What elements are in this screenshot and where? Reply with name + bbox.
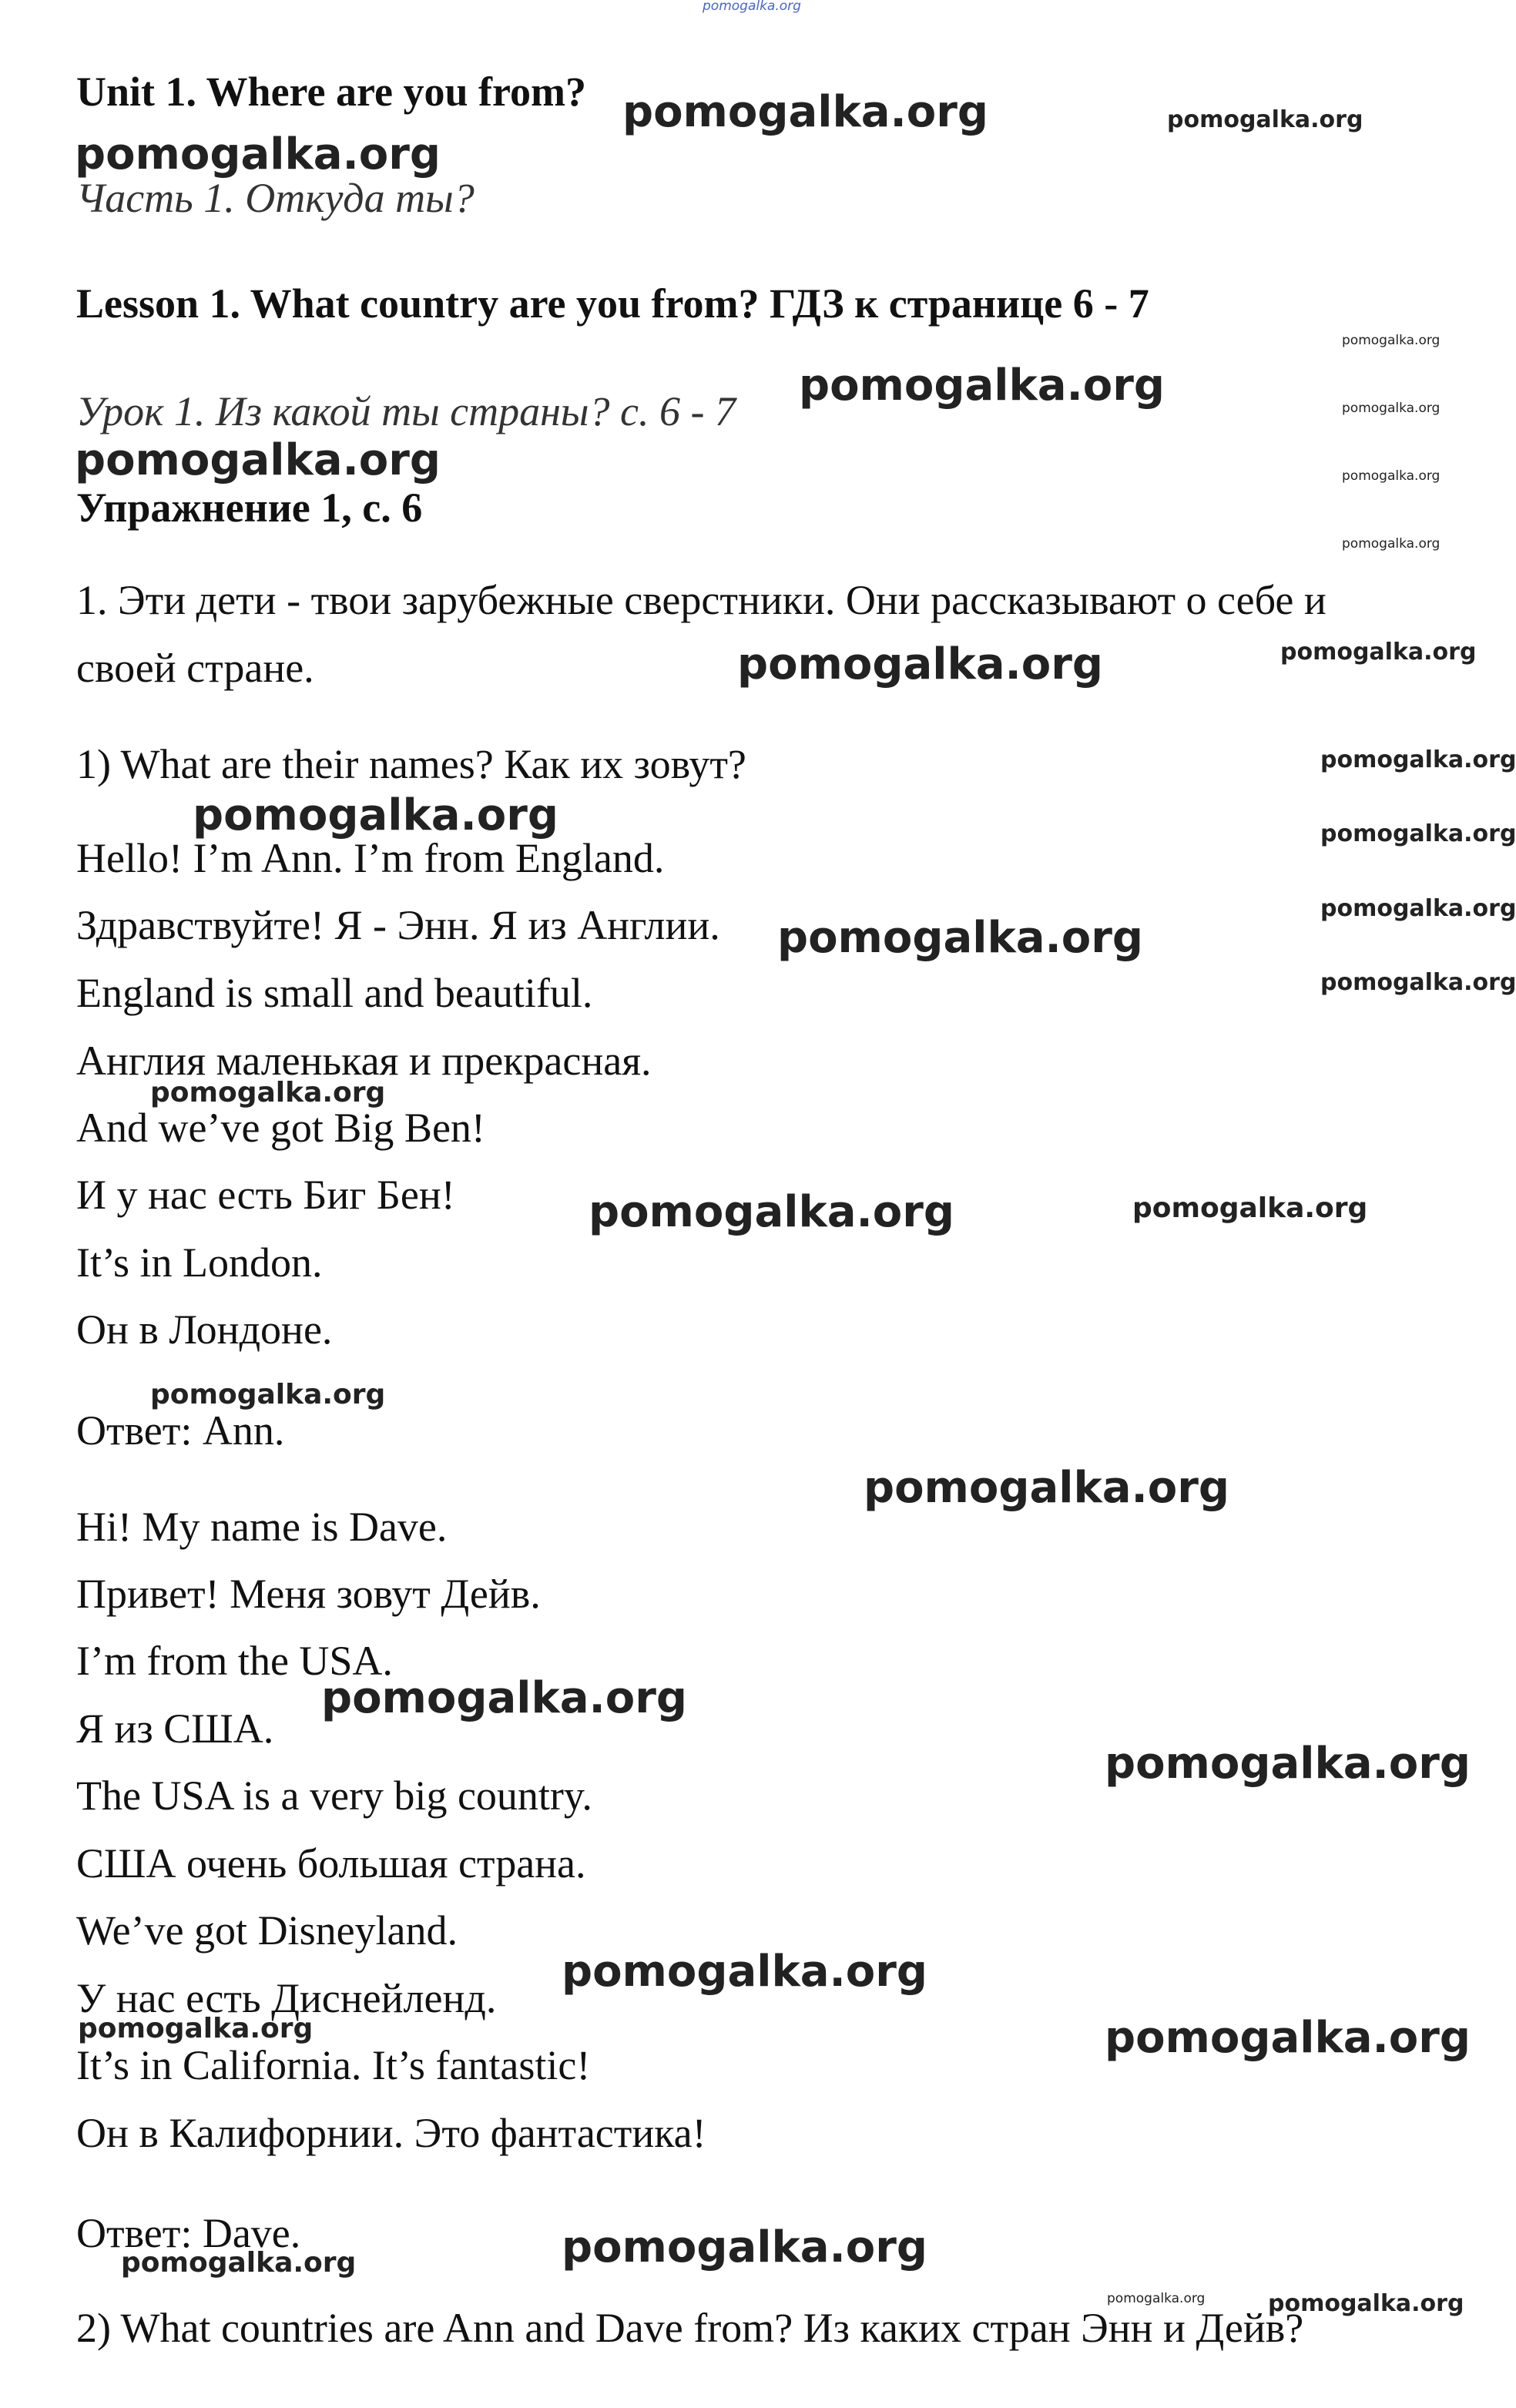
watermark: pomogalka.org [78, 2013, 314, 2044]
answer-ann: Ответ: Ann. [76, 1407, 285, 1454]
watermark: pomogalka.org [562, 2222, 927, 2272]
lesson-subtitle: Урок 1. Из какой ты страны? с. 6 - 7 [76, 388, 736, 434]
watermark: pomogalka.org [1268, 2290, 1464, 2317]
part-title: Часть 1. Откуда ты? [76, 175, 475, 221]
watermark: pomogalka.org [737, 639, 1103, 689]
watermark: pomogalka.org [864, 1463, 1229, 1513]
watermark: pomogalka.org [622, 87, 988, 137]
dave-line: Hi! My name is Dave. [76, 1504, 448, 1550]
intro-line-1: 1. Эти дети - твои зарубежные сверстники. Они рассказывают о себе и [76, 577, 1326, 623]
ann-line: Англия маленькая и прекрасная. [76, 1038, 652, 1084]
watermark: pomogalka.org [1320, 746, 1516, 773]
dave-line: США очень большая страна. [76, 1840, 586, 1886]
watermark: pomogalka.org [1107, 2291, 1206, 2306]
dave-line: It’s in California. It’s fantastic! [76, 2042, 591, 2088]
watermark: pomogalka.org [777, 913, 1143, 963]
watermark: pomogalka.org [75, 435, 441, 485]
question-1: 1) What are their names? Как их зовут? [76, 741, 746, 787]
watermark: pomogalka.org [150, 1379, 386, 1410]
watermark: pomogalka.org [75, 129, 441, 179]
watermark: pomogalka.org [1342, 536, 1441, 552]
watermark: pomogalka.org [1342, 401, 1441, 416]
watermark: pomogalka.org [321, 1673, 687, 1723]
ann-line: England is small and beautiful. [76, 970, 593, 1016]
ann-line: And we’ve got Big Ben! [76, 1105, 485, 1151]
exercise-title: Упражнение 1, с. 6 [76, 485, 423, 531]
watermark: pomogalka.org [150, 1077, 386, 1108]
watermark: pomogalka.org [1342, 468, 1441, 484]
watermark: pomogalka.org [589, 1187, 954, 1237]
watermark: pomogalka.org [1280, 639, 1477, 666]
dave-line: The USA is a very big country. [76, 1772, 592, 1819]
watermark: pomogalka.org [1105, 2013, 1471, 2063]
watermark: pomogalka.org [1105, 1739, 1471, 1789]
question-2: 2) What countries are Ann and Dave from? Из каких стран Энн и Дейв? [76, 2305, 1304, 2351]
watermark: pomogalka.org [121, 2247, 357, 2279]
watermark: pomogalka.org [1320, 820, 1516, 847]
watermark: pomogalka.org [1132, 1192, 1368, 1224]
ann-line: It’s in London. [76, 1239, 323, 1286]
answer-dave: Ответ: Dave. [76, 2210, 301, 2256]
watermark: pomogalka.org [703, 0, 801, 14]
dave-line: Привет! Меня зовут Дейв. [76, 1571, 541, 1617]
dave-line: У нас есть Диснейленд. [76, 1975, 497, 2021]
dave-line: We’ve got Disneyland. [76, 1907, 458, 1954]
dave-line: Он в Калифорнии. Это фантастика! [76, 2110, 706, 2156]
unit-title: Unit 1. Where are you from? [76, 69, 586, 115]
ann-line: Hello! I’m Ann. I’m from England. [76, 835, 665, 881]
intro-line-2: своей стране. [76, 645, 314, 691]
watermark: pomogalka.org [1342, 333, 1441, 348]
ann-line: И у нас есть Биг Бен! [76, 1172, 455, 1218]
lesson-title: Lesson 1. What country are you from? ГДЗ к странице 6 - 7 [76, 280, 1149, 327]
dave-line: Я из США. [76, 1705, 274, 1752]
ann-line: Он в Лондоне. [76, 1306, 333, 1353]
watermark: pomogalka.org [799, 361, 1165, 411]
dave-line: I’m from the USA. [76, 1638, 393, 1684]
ann-line: Здравствуйте! Я - Энн. Я из Англии. [76, 902, 720, 948]
watermark: pomogalka.org [193, 790, 558, 840]
watermark: pomogalka.org [1320, 969, 1516, 996]
watermark: pomogalka.org [1320, 895, 1516, 922]
watermark: pomogalka.org [1167, 106, 1363, 133]
watermark: pomogalka.org [562, 1947, 927, 1997]
